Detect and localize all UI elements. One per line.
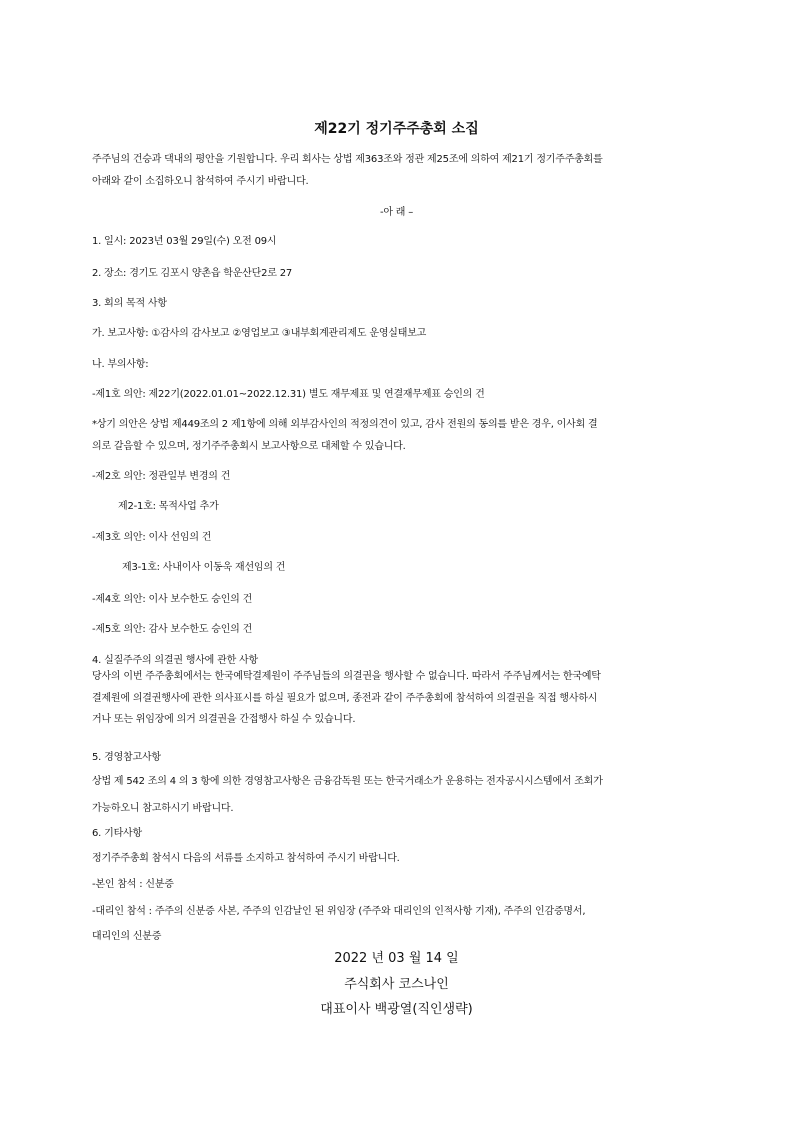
below-marker: -아 래 – <box>379 207 414 218</box>
other-line-4: 대리인의 신분증 <box>92 931 162 942</box>
note-line-2: 의로 갈음할 수 있으며, 정기주주총회시 보고사항으로 대체할 수 있습니다. <box>92 441 406 452</box>
reference-line-1: 상법 제 542 조의 4 의 3 항에 의한 경영참고사항은 금융감독원 또는 한국거래소가 운용하는 전자공시시스템에서 조회가 <box>92 776 603 787</box>
note-line-1: *상기 의안은 상법 제449조의 2 제1항에 의해 외부감사인의 적정의견이 있고, 감사 전원의 동의를 받은 경우, 이사회 결 <box>92 419 598 430</box>
voting-heading: 4. 실질주주의 의결권 행사에 관한 사항 <box>92 655 258 666</box>
item-date: 1. 일시: 2023년 03월 29일(수) 오전 09시 <box>92 236 277 247</box>
other-heading: 6. 기타사항 <box>92 828 142 839</box>
report-items: 가. 보고사항: ①감사의 감사보고 ②영업보고 ③내부회계관리제도 운영실태보고 <box>92 328 427 339</box>
reference-heading: 5. 경영참고사항 <box>92 752 161 763</box>
agenda-2: -제2호 의안: 정관일부 변경의 건 <box>92 471 231 482</box>
intro-line-2: 아래와 같이 소집하오니 참석하여 주시기 바랍니다. <box>92 176 309 187</box>
signature-company: 주식회사 코스나인 <box>344 977 449 992</box>
voting-line-1: 당사의 이번 주주총회에서는 한국예탁결제원이 주주님들의 의결권을 행사할 수 없습니다. 따라서 주주님께서는 한국예탁 <box>92 671 601 682</box>
signature-ceo: 대표이사 백광열(직인생략) <box>320 1002 473 1017</box>
other-line-1: 정기주주총회 참석시 다음의 서류를 소지하고 참석하여 주시기 바랍니다. <box>92 853 400 864</box>
document-title: 제22기 정기주주총회 소집 <box>314 121 479 137</box>
agenda-5: -제5호 의안: 감사 보수한도 승인의 건 <box>92 624 253 635</box>
voting-line-3: 거나 또는 위임장에 의거 의결권을 간접행사 하실 수 있습니다. <box>92 714 356 725</box>
agenda-2-1: 제2-1호: 목적사업 추가 <box>118 501 219 512</box>
other-line-2: -본인 참석 : 신분증 <box>92 879 174 890</box>
agenda-3: -제3호 의안: 이사 선임의 건 <box>92 532 212 543</box>
agenda-4: -제4호 의안: 이사 보수한도 승인의 건 <box>92 594 253 605</box>
resolution-heading: 나. 부의사항: <box>92 359 149 370</box>
item-agenda-heading: 3. 회의 목적 사항 <box>92 298 167 309</box>
signature-date: 2022 년 03 월 14 일 <box>334 951 459 966</box>
agenda-1: -제1호 의안: 제22기(2022.01.01~2022.12.31) 별도 재무제표 및 연결재무제표 승인의 건 <box>92 389 485 400</box>
agenda-3-1: 제3-1호: 사내이사 이동욱 재선임의 건 <box>122 562 286 573</box>
intro-line-1: 주주님의 건승과 댁내의 평안을 기원합니다. 우리 회사는 상법 제363조와 정관 제25조에 의하여 제21기 정기주주총회를 <box>92 154 603 165</box>
other-line-3: -대리인 참석 : 주주의 신분증 사본, 주주의 인감날인 된 위임장 (주주와 대리인의 인적사항 기재), 주주의 인감증명서, <box>92 906 586 917</box>
reference-line-2: 가능하오니 참고하시기 바랍니다. <box>92 803 234 814</box>
voting-line-2: 결제원에 의결권행사에 관한 의사표시를 하실 필요가 없으며, 종전과 같이 주주총회에 참석하여 의결권을 직접 행사하시 <box>92 693 598 704</box>
item-place: 2. 장소: 경기도 김포시 양촌읍 학운산단2로 27 <box>92 268 293 279</box>
